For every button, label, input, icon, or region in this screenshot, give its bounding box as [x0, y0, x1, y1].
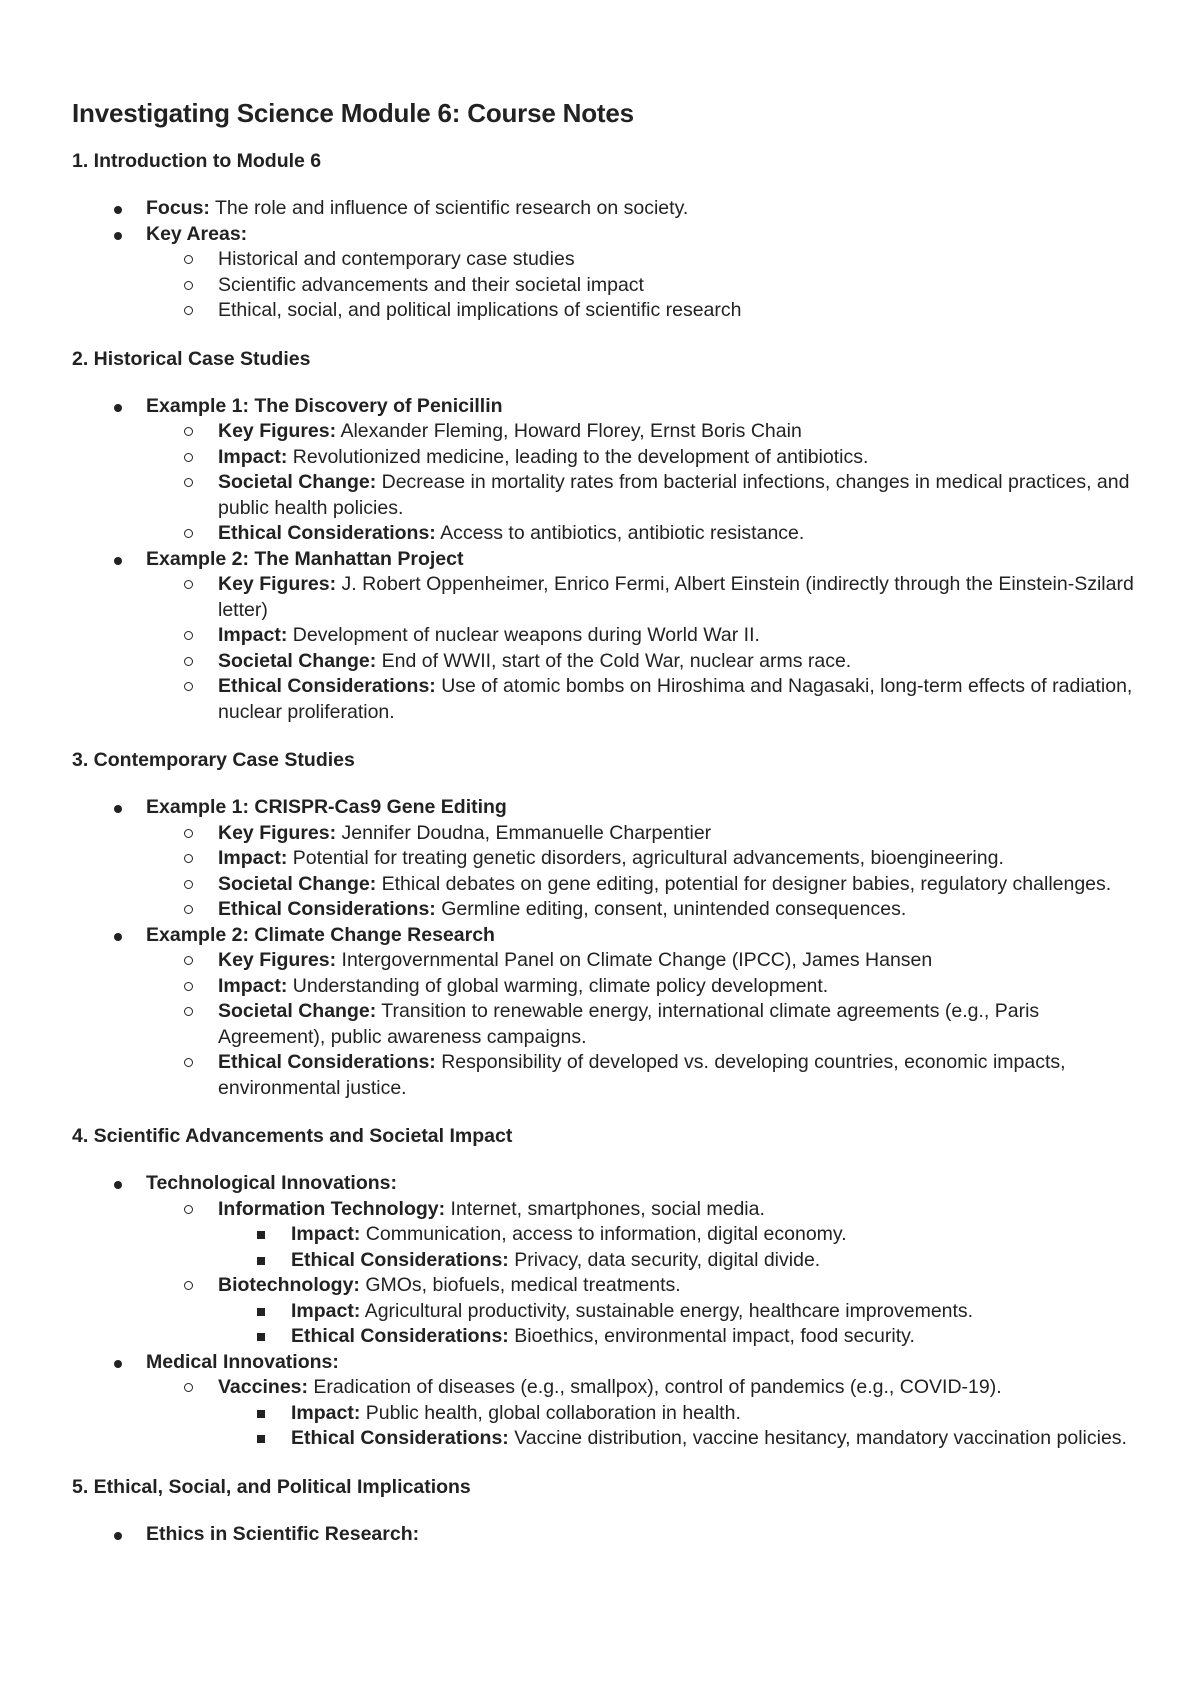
sub-list-item: [218, 846, 1136, 872]
sub-list-item: [218, 521, 1136, 547]
sub-list-item: [218, 445, 1136, 471]
item-label: Ethics in Scientific Research:: [146, 1522, 420, 1545]
item-label: Example 2: The Manhattan Project: [146, 547, 464, 570]
item-label: Technological Innovations:: [146, 1172, 397, 1194]
sub-list: [146, 1375, 1136, 1452]
sub-sub-list-item: [291, 1426, 1136, 1452]
item-label: Example 1: The Discovery of Penicillin: [146, 394, 503, 417]
sub-list-item: [218, 298, 1136, 324]
item-text: Access to antibiotics, antibiotic resistance.: [435, 522, 805, 544]
list-item: [72, 394, 1136, 547]
bullet-circle-icon: [184, 453, 193, 462]
sub-list-item: [218, 674, 1136, 725]
bullet-circle-icon: [184, 854, 193, 863]
item-text: The role and influence of scientific research on society.: [209, 197, 689, 219]
item-text: Vaccine distribution, vaccine hesitancy, mandatory vaccination policies.: [508, 1427, 1127, 1449]
item-text: Revolutionized medicine, leading to the development of antibiotics.: [287, 445, 869, 468]
item-label: Key Areas:: [146, 222, 248, 245]
item-label: Focus:: [146, 197, 210, 219]
item-text: Public health, global collaboration in health.: [360, 1401, 741, 1424]
bullet-circle-icon: [184, 1281, 193, 1290]
sub-sub-list-item: [291, 1299, 1136, 1325]
bullet-circle-icon: [184, 1205, 193, 1214]
bullet-square-icon: [257, 1435, 265, 1443]
list-item: [72, 1522, 1136, 1548]
item-label: Impact:: [218, 974, 288, 997]
item-text: Privacy, data security, digital divide.: [508, 1248, 821, 1271]
item-label: Key Figures:: [218, 949, 337, 971]
bullet-circle-icon: [184, 657, 193, 666]
list-item: [72, 923, 1136, 1102]
section-heading: 2. Historical Case Studies: [72, 347, 311, 370]
item-label: Example 2: Climate Change Research: [146, 923, 495, 946]
item-text: Decrease in mortality rates from bacterial infections, changes in medical practices, and public health policies.: [218, 471, 1130, 519]
sub-list-item: [218, 821, 1136, 847]
bullet-circle-icon: [184, 1383, 193, 1392]
section-heading: 4. Scientific Advancements and Societal Impact: [72, 1125, 513, 1147]
sub-list-item: [218, 999, 1136, 1050]
list-item: [72, 1171, 1136, 1350]
item-label: Societal Change:: [218, 649, 377, 672]
item-text: End of WWII, start of the Cold War, nuclear arms race.: [376, 649, 852, 672]
bullet-disc-icon: [114, 404, 122, 412]
sub-list-item: [218, 572, 1136, 623]
item-text: Use of atomic bombs on Hiroshima and Nagasaki, long-term effects of radiation, nuclear proliferation.: [218, 675, 1133, 723]
bullet-circle-icon: [184, 529, 193, 538]
sub-sub-list-item: [291, 1248, 1136, 1274]
item-text: Historical and contemporary case studies: [218, 248, 575, 270]
bullet-square-icon: [257, 1308, 265, 1316]
item-text: Bioethics, environmental impact, food security.: [508, 1325, 915, 1347]
bullet-disc-icon: [114, 933, 122, 941]
sub-list: [146, 572, 1136, 725]
item-text: Germline editing, consent, unintended consequences.: [435, 898, 907, 920]
sub-sub-list-item: [291, 1222, 1136, 1248]
item-text: Intergovernmental Panel on Climate Change (IPCC), James Hansen: [336, 949, 933, 971]
bullet-circle-icon: [184, 1007, 193, 1016]
sub-list-item: [218, 872, 1136, 898]
list-item: [72, 222, 1136, 324]
item-label: Key Figures:: [218, 573, 337, 595]
sub-sub-list: [218, 1299, 1136, 1350]
item-label: Information Technology:: [218, 1197, 446, 1220]
item-label: Biotechnology:: [218, 1274, 360, 1296]
bullet-disc-icon: [114, 805, 122, 813]
item-label: Medical Innovations:: [146, 1350, 339, 1373]
section-heading: 3. Contemporary Case Studies: [72, 749, 355, 771]
item-label: Vaccines:: [218, 1376, 308, 1398]
bullet-circle-icon: [184, 905, 193, 914]
bullet-circle-icon: [184, 427, 193, 436]
sub-list: [146, 247, 1136, 324]
bullet-square-icon: [257, 1231, 265, 1239]
item-label: Key Figures:: [218, 821, 337, 844]
item-text: Scientific advancements and their societal impact: [218, 273, 644, 296]
bullet-disc-icon: [114, 1532, 122, 1540]
sub-list-item: [218, 273, 1136, 299]
sub-list-item: [218, 470, 1136, 521]
sub-list-item: [218, 974, 1136, 1000]
bullet-circle-icon: [184, 255, 193, 264]
item-text: Ethical debates on gene editing, potential for designer babies, regulatory challenges.: [376, 872, 1112, 895]
bullet-circle-icon: [184, 682, 193, 691]
document-title: Investigating Science Module 6: Course Notes: [72, 98, 634, 128]
bullet-circle-icon: [184, 982, 193, 991]
sub-list: [146, 948, 1136, 1101]
item-label: Impact:: [291, 1299, 361, 1322]
item-label: Ethical Considerations:: [218, 898, 436, 920]
sub-list-item: [218, 1273, 1136, 1350]
item-text: GMOs, biofuels, medical treatments.: [359, 1274, 681, 1296]
bullet-square-icon: [257, 1410, 265, 1418]
bullet-circle-icon: [184, 956, 193, 965]
item-text: Agricultural productivity, sustainable energy, healthcare improvements.: [360, 1299, 974, 1322]
sub-list: [146, 821, 1136, 923]
bullet-disc-icon: [114, 206, 122, 214]
bullet-list: [72, 1522, 1136, 1548]
sub-list-item: [218, 247, 1136, 273]
sub-list: [146, 419, 1136, 547]
bullet-circle-icon: [184, 1058, 193, 1067]
sub-list-item: [218, 948, 1136, 974]
sub-list-item: [218, 623, 1136, 649]
sub-sub-list-item: [291, 1401, 1136, 1427]
item-label: Ethical Considerations:: [218, 522, 436, 544]
sub-list: [146, 1197, 1136, 1350]
bullet-circle-icon: [184, 829, 193, 838]
sub-sub-list-item: [291, 1324, 1136, 1350]
bullet-circle-icon: [184, 281, 193, 290]
item-label: Impact:: [291, 1223, 361, 1245]
sub-sub-list: [218, 1222, 1136, 1273]
item-label: Ethical Considerations:: [218, 675, 436, 697]
item-label: Ethical Considerations:: [291, 1248, 509, 1271]
item-text: Communication, access to information, digital economy.: [360, 1223, 847, 1245]
bullet-list: [72, 1171, 1136, 1452]
item-text: Jennifer Doudna, Emmanuelle Charpentier: [336, 821, 712, 844]
section-heading: 5. Ethical, Social, and Political Implications: [72, 1475, 471, 1498]
list-item: [72, 1350, 1136, 1452]
sub-list-item: [218, 1197, 1136, 1274]
sub-list-item: [218, 1375, 1136, 1452]
item-text: Potential for treating genetic disorders, agricultural advancements, bioengineering.: [287, 847, 1004, 869]
list-item: [72, 196, 1136, 222]
item-label: Societal Change:: [218, 1000, 377, 1022]
item-label: Societal Change:: [218, 872, 377, 895]
item-label: Impact:: [218, 445, 288, 468]
bullet-circle-icon: [184, 306, 193, 315]
item-text: Ethical, social, and political implications of scientific research: [218, 299, 742, 321]
item-label: Key Figures:: [218, 420, 337, 442]
bullet-square-icon: [257, 1257, 265, 1265]
item-label: Impact:: [291, 1401, 361, 1424]
sections-container: [72, 148, 1136, 1547]
item-text: Eradication of diseases (e.g., smallpox), control of pandemics (e.g., COVID-19).: [307, 1376, 1002, 1398]
sub-list-item: [218, 897, 1136, 923]
list-item: [72, 795, 1136, 923]
item-text: Understanding of global warming, climate policy development.: [287, 974, 829, 997]
item-label: Example 1: CRISPR-Cas9 Gene Editing: [146, 796, 507, 818]
list-item: [72, 547, 1136, 726]
item-text: Transition to renewable energy, international climate agreements (e.g., Paris Agreement), public awareness campaigns.: [218, 1000, 1040, 1048]
bullet-disc-icon: [114, 557, 122, 565]
bullet-list: [72, 795, 1136, 1101]
item-label: Societal Change:: [218, 471, 377, 493]
bullet-circle-icon: [184, 478, 193, 487]
sub-list-item: [218, 419, 1136, 445]
sub-list-item: [218, 1050, 1136, 1101]
bullet-disc-icon: [114, 1360, 122, 1368]
item-label: Ethical Considerations:: [291, 1427, 509, 1449]
item-text: Alexander Fleming, Howard Florey, Ernst Boris Chain: [336, 420, 802, 442]
bullet-circle-icon: [184, 880, 193, 889]
bullet-list: [72, 394, 1136, 726]
item-label: Ethical Considerations:: [218, 1051, 436, 1073]
bullet-disc-icon: [114, 1181, 122, 1189]
sub-sub-list: [218, 1401, 1136, 1452]
bullet-square-icon: [257, 1333, 265, 1341]
item-text: Development of nuclear weapons during World War II.: [287, 624, 760, 646]
sub-list-item: [218, 649, 1136, 675]
bullet-disc-icon: [114, 232, 122, 240]
item-label: Impact:: [218, 847, 288, 869]
item-text: Responsibility of developed vs. developing countries, economic impacts, environmental justice.: [218, 1051, 1066, 1099]
bullet-list: [72, 196, 1136, 324]
item-label: Impact:: [218, 624, 288, 646]
item-label: Ethical Considerations:: [291, 1325, 509, 1347]
bullet-circle-icon: [184, 631, 193, 640]
bullet-circle-icon: [184, 580, 193, 589]
section-heading: 1. Introduction to Module 6: [72, 150, 322, 172]
document-page: [72, 96, 1136, 1569]
item-text: Internet, smartphones, social media.: [445, 1197, 765, 1220]
item-text: J. Robert Oppenheimer, Enrico Fermi, Albert Einstein (indirectly through the Einstein-Szilard letter): [218, 573, 1134, 621]
